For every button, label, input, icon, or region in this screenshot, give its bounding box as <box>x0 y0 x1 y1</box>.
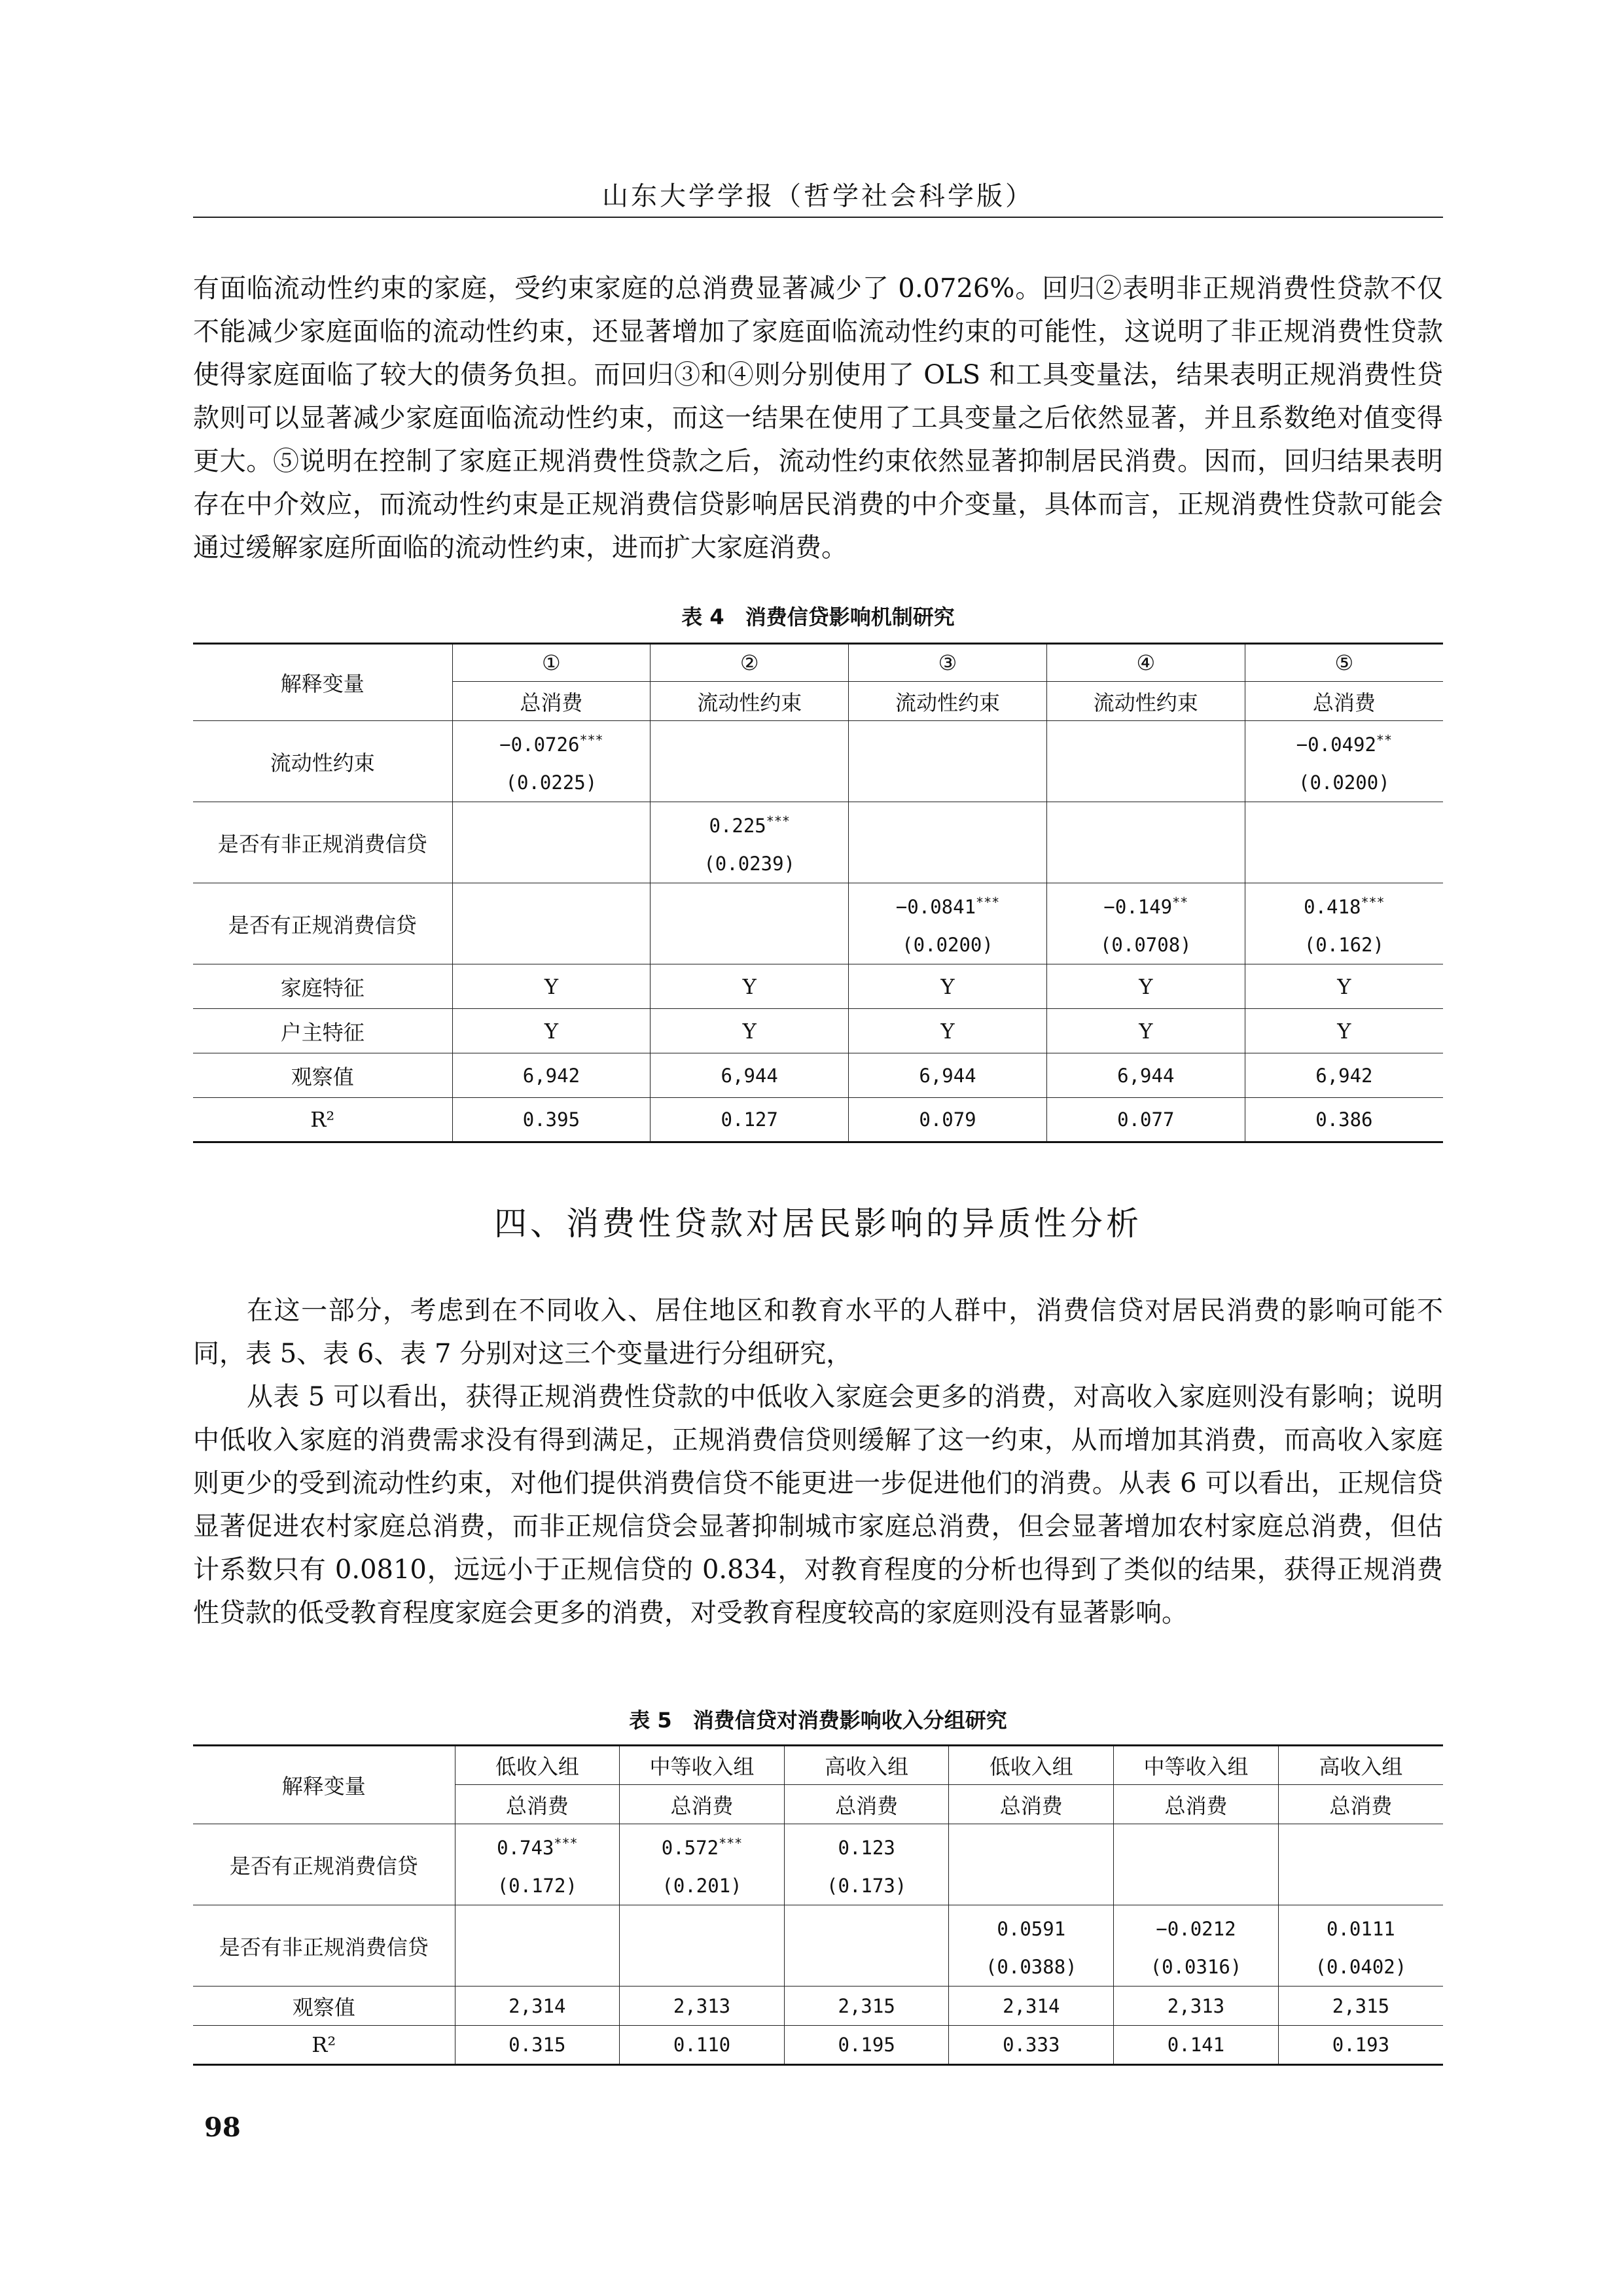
table4-cell: Y <box>1046 1009 1245 1053</box>
table5-cell <box>1278 1824 1443 1905</box>
table4-cell: Y <box>849 1009 1047 1053</box>
significance-stars: ** <box>1376 732 1392 748</box>
table5-cell: 2,315 <box>784 1987 949 2026</box>
table4-coef-row <box>193 883 1443 964</box>
table4-cell: 0.127 <box>651 1098 849 1142</box>
table4-cell: 0.395 <box>452 1098 651 1142</box>
std-error: (0.0402) <box>1315 1956 1407 1978</box>
coef: −0.0726 <box>499 733 580 756</box>
table4-cell: Y <box>1046 964 1245 1009</box>
table5-cell: 2,313 <box>620 1987 785 2026</box>
table4-cell <box>1245 802 1443 883</box>
table4-cell: 0.386 <box>1245 1098 1443 1142</box>
std-error: (0.172) <box>497 1875 577 1897</box>
table5-cell <box>620 1905 785 1987</box>
table4-r2-row <box>193 1098 1443 1142</box>
table4-row-label: 家庭特征 <box>193 964 452 1009</box>
table4-cell: 0.077 <box>1046 1098 1245 1142</box>
table4-row-label: 观察值 <box>193 1053 452 1098</box>
table4-cell <box>849 802 1047 883</box>
table4-obs-row <box>193 1053 1443 1098</box>
table5-depvar: 总消费 <box>1114 1785 1279 1824</box>
table5-caption: 表 5 消费信贷对消费影响收入分组研究 <box>629 1708 1007 1733</box>
table4-cell: 0.079 <box>849 1098 1047 1142</box>
table4-cell <box>651 883 849 964</box>
table5-cell <box>1114 1824 1279 1905</box>
significance-stars: *** <box>766 813 790 829</box>
table5-cell <box>784 1905 949 1987</box>
table5-coef-row <box>193 1905 1443 1987</box>
table4-model-row <box>193 644 1443 682</box>
significance-stars: *** <box>976 894 1000 910</box>
table5-row-label: 是否有正规消费信贷 <box>193 1824 455 1905</box>
std-error: (0.0225) <box>505 771 597 794</box>
table5-row-label: R² <box>193 2026 455 2065</box>
table5-coef-row <box>193 1824 1443 1905</box>
table4-cell <box>849 721 1047 802</box>
table4-control-row <box>193 1009 1443 1053</box>
coef: 0.0591 <box>997 1918 1066 1940</box>
table5-depvar: 总消费 <box>620 1785 785 1824</box>
table4-cell: Y <box>849 964 1047 1009</box>
table4-cell: 6,944 <box>1046 1053 1245 1098</box>
significance-stars: ** <box>1172 894 1188 910</box>
table5-cell: 0.333 <box>949 2026 1114 2065</box>
table5-var-header: 解释变量 <box>193 1746 455 1824</box>
table4-row-label: 户主特征 <box>193 1009 452 1053</box>
std-error: (0.162) <box>1304 934 1384 956</box>
table4-model-label: ① <box>452 644 651 682</box>
coef: −0.0841 <box>895 896 976 918</box>
std-error: (0.0200) <box>1298 771 1390 794</box>
page-number: 98 <box>204 2112 241 2143</box>
table5-cell: 0.141 <box>1114 2026 1279 2065</box>
table4-depvar: 流动性约束 <box>849 682 1047 721</box>
table5-r2-row <box>193 2026 1443 2065</box>
table4-depvar: 总消费 <box>452 682 651 721</box>
coef: 0.572 <box>661 1837 719 1859</box>
table4-cell: Y <box>452 1009 651 1053</box>
coef: −0.149 <box>1103 896 1173 918</box>
table4-coef-row <box>193 802 1443 883</box>
significance-stars: *** <box>1361 894 1385 910</box>
std-error: (0.0708) <box>1099 934 1192 956</box>
table5-depvar: 总消费 <box>949 1785 1114 1824</box>
table4-cell: Y <box>1245 1009 1443 1053</box>
section-title: 四、消费性贷款对居民影响的异质性分析 <box>494 1205 1142 1243</box>
table4-row-label: 流动性约束 <box>193 721 452 802</box>
table4-cell: 6,944 <box>651 1053 849 1098</box>
table5-cell <box>784 1824 949 1905</box>
table4-depvar: 流动性约束 <box>1046 682 1245 721</box>
table4-model-label: ⑤ <box>1245 644 1443 682</box>
paragraph-analysis: 从表 5 可以看出，获得正规消费性贷款的中低收入家庭会更多的消费，对高收入家庭则没有影响；说明中低收入家庭的消费需求没有得到满足，正规消费信贷则缓解了这一约束，从而增加其消费，而高收入家庭则更少的受到流动性约束，对他们提供消费信贷不能更进一步促进他们的消费。从表 6 可以看出，正规信贷显著促进农村家庭总消费，而非正规信贷会显著抑制城市家庭总消费，但会显著增加农村家庭总消费，但估计系数只有 0.0810，远远小于正规信贷的 0.834，对教育程度的分析也得到了类似的结果，获得正规消费性贷款的低受教育程度家庭会更多的消费，对受教育程度较高的家庭则没有显著影响。 <box>193 1382 1443 1628</box>
significance-stars: *** <box>554 1835 578 1851</box>
table4-depvar: 流动性约束 <box>651 682 849 721</box>
table4-cell: Y <box>651 1009 849 1053</box>
table5-cell: 0.193 <box>1278 2026 1443 2065</box>
std-error: (0.0200) <box>902 934 993 956</box>
table4-cell: 6,944 <box>849 1053 1047 1098</box>
table4 <box>193 643 1443 1143</box>
table4-cell: Y <box>1245 964 1443 1009</box>
table5-cell <box>1278 1905 1443 1987</box>
table5-row-label: 观察值 <box>193 1987 455 2026</box>
table5-cell: 2,314 <box>455 1987 620 2026</box>
table4-control-row <box>193 964 1443 1009</box>
table4-var-header: 解释变量 <box>193 644 452 721</box>
table5 <box>193 1744 1443 2066</box>
std-error: (0.0239) <box>704 853 796 875</box>
header-rule <box>193 217 1443 218</box>
std-error: (0.173) <box>827 1875 907 1897</box>
coef: 0.0111 <box>1327 1918 1395 1940</box>
table4-cell: Y <box>452 964 651 1009</box>
std-error: (0.201) <box>662 1875 742 1897</box>
table4-cell: Y <box>651 964 849 1009</box>
table5-row-label: 是否有非正规消费信贷 <box>193 1905 455 1987</box>
table4-row-label: 是否有正规消费信贷 <box>193 883 452 964</box>
table4-model-label: ② <box>651 644 849 682</box>
coef: −0.0212 <box>1156 1918 1236 1940</box>
table4-cell <box>452 802 651 883</box>
table5-obs-row <box>193 1987 1443 2026</box>
table4-row-label: 是否有非正规消费信贷 <box>193 802 452 883</box>
table4-cell: 6,942 <box>1245 1053 1443 1098</box>
table4-model-label: ③ <box>849 644 1047 682</box>
table4-cell <box>452 721 651 802</box>
running-head: 山东大学学报（哲学社会科学版） <box>602 181 1034 211</box>
table4-cell <box>452 883 651 964</box>
table4-cell <box>1245 721 1443 802</box>
table5-cell <box>455 1824 620 1905</box>
table5-depvar: 总消费 <box>784 1785 949 1824</box>
table5-group-label: 低收入组 <box>455 1746 620 1785</box>
table5-cell <box>949 1905 1114 1987</box>
table5-depvar: 总消费 <box>1278 1785 1443 1824</box>
table5-group-label: 低收入组 <box>949 1746 1114 1785</box>
table5-cell: 2,313 <box>1114 1987 1279 2026</box>
significance-stars: *** <box>719 1835 743 1851</box>
table5-cell: 0.195 <box>784 2026 949 2065</box>
table4-cell <box>849 883 1047 964</box>
significance-stars: *** <box>579 732 603 748</box>
table5-depvar: 总消费 <box>455 1785 620 1824</box>
table5-cell: 2,314 <box>949 1987 1114 2026</box>
table4-cell <box>1245 883 1443 964</box>
coef: −0.0492 <box>1296 733 1376 756</box>
table5-cell <box>455 1905 620 1987</box>
table4-cell <box>651 721 849 802</box>
table5-group-label: 高收入组 <box>1278 1746 1443 1785</box>
table5-group-label: 中等收入组 <box>620 1746 785 1785</box>
table4-coef-row <box>193 721 1443 802</box>
coef: 0.225 <box>709 815 766 837</box>
table5-cell: 0.315 <box>455 2026 620 2065</box>
table5-group-row <box>193 1746 1443 1785</box>
coef: 0.123 <box>838 1837 895 1859</box>
coef: 0.418 <box>1304 896 1361 918</box>
table5-cell: 0.110 <box>620 2026 785 2065</box>
paragraph-mechanism: 有面临流动性约束的家庭，受约束家庭的总消费显著减少了 0.0726%。回归②表明非正规消费性贷款不仅不能减少家庭面临的流动性约束，还显著增加了家庭面临流动性约束的可能性，这说明了非正规消费性贷款使得家庭面临了较大的债务负担。而回归③和④则分别使用了 OLS 和工具变量法，结果表明正规消费性贷款则可以显著减少家庭面临流动性约束，而这一结果在使用了工具变量之后依然显著，并且系数绝对值变得更大。⑤说明在控制了家庭正规消费性贷款之后，流动性约束依然显著抑制居民消费。因而，回归结果表明存在中介效应，而流动性约束是正规消费信贷影响居民消费的中介变量，具体而言，正规消费性贷款可能会通过缓解家庭所面临的流动性约束，进而扩大家庭消费。 <box>193 274 1443 563</box>
table5-group-label: 中等收入组 <box>1114 1746 1279 1785</box>
table4-caption: 表 4 消费信贷影响机制研究 <box>681 605 955 629</box>
table4-cell <box>1046 883 1245 964</box>
table5-cell <box>620 1824 785 1905</box>
paragraph-intro: 在这一部分，考虑到在不同收入、居住地区和教育水平的人群中，消费信贷对居民消费的影响可能不同，表 5、表 6、表 7 分别对这三个变量进行分组研究， <box>193 1296 1443 1369</box>
table4-depvar: 总消费 <box>1245 682 1443 721</box>
table4-cell <box>1046 802 1245 883</box>
table4-cell <box>651 802 849 883</box>
table5-group-label: 高收入组 <box>784 1746 949 1785</box>
table4-cell: 6,942 <box>452 1053 651 1098</box>
table4-row-label: R² <box>193 1098 452 1142</box>
table4-model-label: ④ <box>1046 644 1245 682</box>
table5-cell: 2,315 <box>1278 1987 1443 2026</box>
std-error: (0.0316) <box>1150 1956 1242 1978</box>
table5-cell <box>949 1824 1114 1905</box>
std-error: (0.0388) <box>985 1956 1077 1978</box>
table4-cell <box>1046 721 1245 802</box>
coef: 0.743 <box>497 1837 554 1859</box>
table5-cell <box>1114 1905 1279 1987</box>
